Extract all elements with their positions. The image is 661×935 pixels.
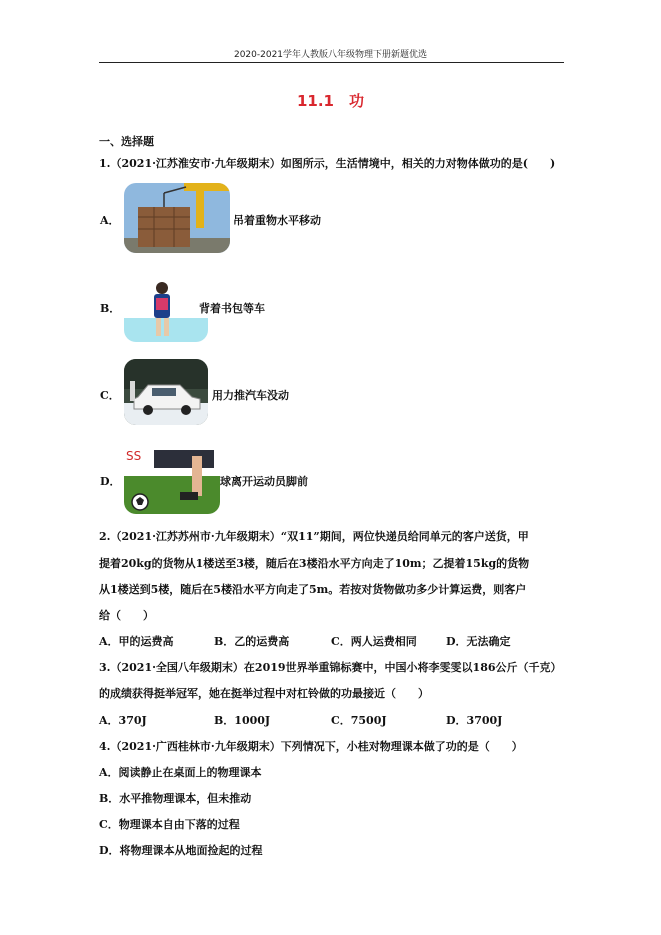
- q1-option-a-text: 吊着重物水平移动: [233, 214, 321, 227]
- page-title: 11.1 功: [296, 92, 364, 110]
- crane-lifting-crate-photo: [124, 183, 230, 253]
- question-4-stem: 4.（2021·广西桂林市·九年级期末）下列情况下，小桂对物理课本做了功的是（ ）: [99, 740, 523, 753]
- q4-option-b: B．水平推物理课本，但未推动: [99, 792, 252, 805]
- question-3-line-1: 3.（2021·全国八年级期末）在2019世界举重锦标赛中，中国小将李雯雯以186公斤（千克）: [99, 661, 562, 674]
- q1-option-a-letter: A．: [100, 214, 120, 227]
- question-2-line-2: 提着20kg的货物从1楼送至3楼，随后在3楼沿水平方向走了10m；乙提着15kg的货物: [99, 557, 530, 570]
- q2-option-a: A．甲的运费高: [99, 635, 174, 648]
- question-2-line-1: 2.（2021·江苏苏州市·九年级期末）“双11”期间，两位快递员给同单元的客户送货，甲: [99, 530, 529, 543]
- q1-option-b-text: 背着书包等车: [199, 302, 265, 315]
- q1-option-c-text: 用力推汽车没动: [212, 389, 289, 402]
- q3-option-c: C．7500J: [331, 714, 387, 727]
- q1-option-d-letter: D．: [100, 475, 121, 488]
- page-header: 2020-2021学年人教版八年级物理下册新题优选: [233, 50, 428, 60]
- q4-option-d: D．将物理课本从地面捡起的过程: [99, 844, 263, 857]
- section-heading: 一、选择题: [99, 135, 154, 148]
- svg-text:SS: SS: [126, 449, 142, 463]
- question-2-line-3: 从1楼送到5楼，随后在5楼沿水平方向走了5m。若按对货物做功多少计算运费，则客户: [99, 583, 527, 596]
- q1-option-b-letter: B．: [100, 302, 121, 315]
- q3-option-d: D．3700J: [446, 714, 503, 727]
- q3-option-b: B．1000J: [214, 714, 271, 727]
- header-divider: [99, 62, 564, 63]
- pushing-car-photo: [124, 359, 208, 425]
- q2-option-c: C．两人运费相同: [331, 635, 417, 648]
- student-with-backpack-photo: [124, 278, 208, 342]
- q1-option-c-letter: C．: [100, 389, 120, 402]
- kicking-soccer-ball-photo: [124, 446, 220, 514]
- question-3-line-2: 的成绩获得挺举冠军，她在挺举过程中对杠铃做的功最接近（ ）: [99, 687, 429, 700]
- question-2-line-4: 给（ ）: [99, 609, 154, 622]
- q3-option-a: A．370J: [99, 714, 147, 727]
- question-1-stem: 1.（2021·江苏淮安市·九年级期末）如图所示，生活情境中，相关的力对物体做功的是( ): [99, 157, 556, 170]
- q2-option-b: B．乙的运费高: [214, 635, 290, 648]
- q4-option-c: C．物理课本自由下落的过程: [99, 818, 240, 831]
- q4-option-a: A．阅读静止在桌面上的物理课本: [99, 766, 262, 779]
- q2-option-d: D．无法确定: [446, 635, 511, 648]
- q1-option-d-text: 球离开运动员脚前: [220, 475, 308, 488]
